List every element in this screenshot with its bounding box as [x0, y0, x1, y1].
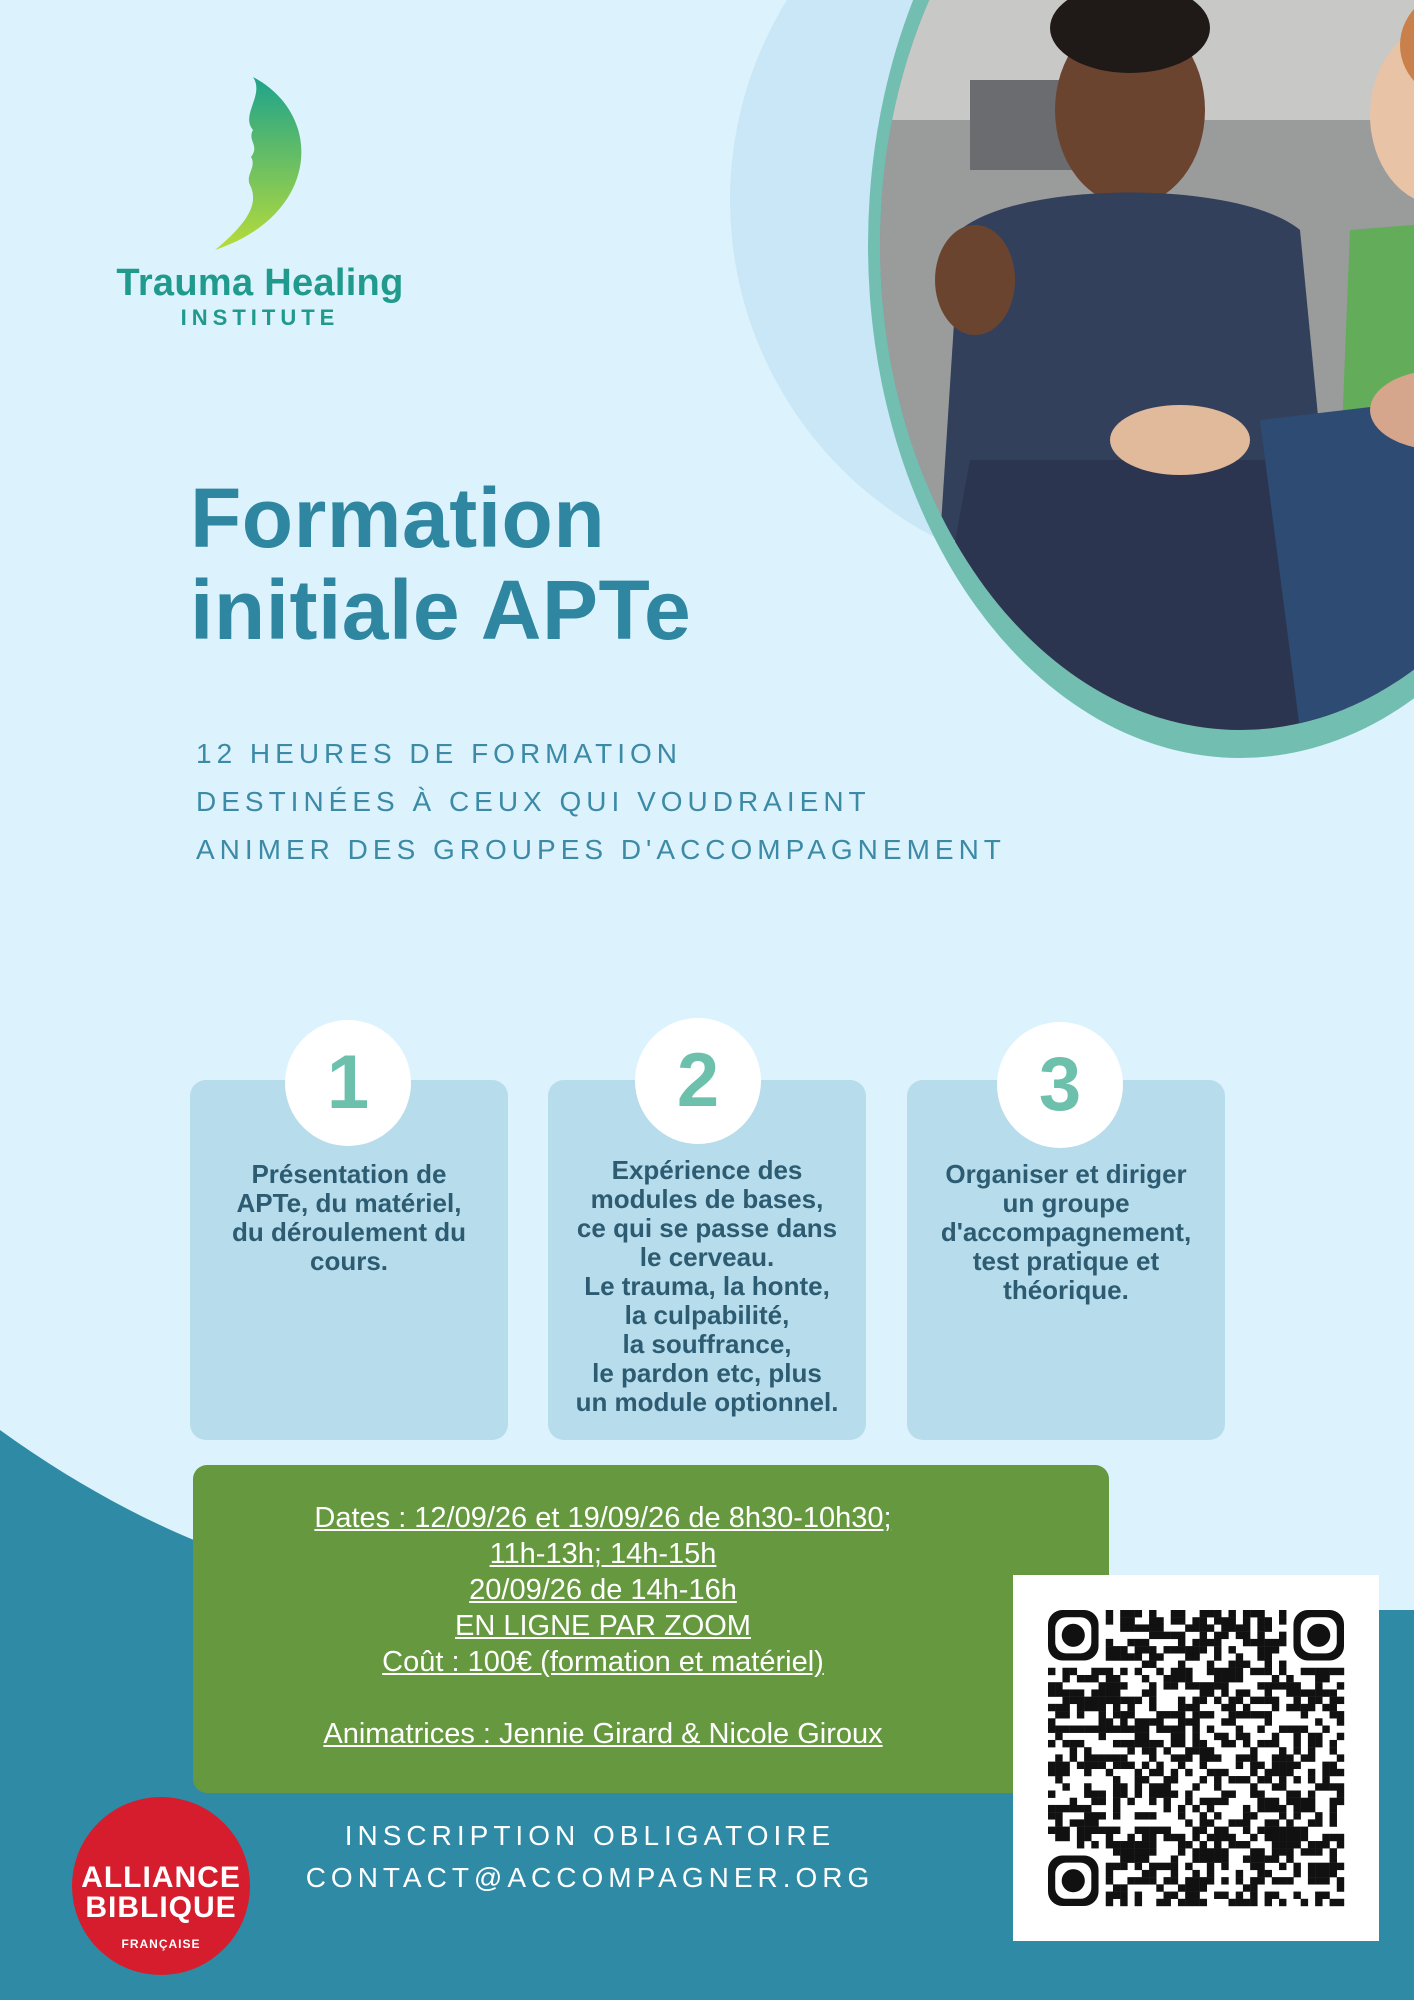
step-2-line: ce qui se passe dans	[576, 1213, 838, 1243]
subtitle-line-1: 12 HEURES DE FORMATION	[196, 738, 682, 769]
qr-code-icon	[1013, 1575, 1379, 1941]
step-2-line: un module optionnel.	[575, 1387, 839, 1417]
step-3-line: d'accompagnement,	[940, 1217, 1192, 1247]
subtitle-line-2: DESTINÉES À CEUX QUI VOUDRAIENT	[196, 786, 871, 817]
subtitle	[196, 730, 1006, 874]
partner-line-3: FRANÇAISE	[121, 1937, 201, 1951]
logo-title: Trauma Healing	[116, 262, 404, 304]
step-3-line: test pratique et	[972, 1246, 1160, 1276]
cost-line: Coût : 100€ (formation et matériel)	[382, 1646, 824, 1678]
dates-line: Dates : 12/09/26 et 19/09/26 de 8h30-10h30;	[314, 1502, 892, 1534]
times-line: 11h-13h; 14h-15h	[489, 1538, 717, 1570]
spacer	[193, 1680, 1013, 1716]
logo-subtitle: INSTITUTE	[180, 305, 340, 330]
info-text	[193, 1500, 1013, 1752]
step-card-2-text	[548, 1156, 866, 1417]
title-line-1: Formation	[190, 471, 606, 565]
step-2-line: Le trauma, la honte,	[584, 1271, 830, 1301]
step-1-line: cours.	[309, 1246, 389, 1276]
step-3-number: 3	[997, 1022, 1123, 1148]
online-line: EN LIGNE PAR ZOOM	[455, 1610, 751, 1642]
registration-required: INSCRIPTION OBLIGATOIRE	[344, 1820, 836, 1851]
step-2-number: 2	[635, 1018, 761, 1144]
step-2-line: Expérience des	[611, 1155, 803, 1185]
date-3-line: 20/09/26 de 14h-16h	[469, 1574, 737, 1606]
partner-line-2: BIBLIQUE	[85, 1891, 237, 1924]
step-2-line: la culpabilité,	[624, 1300, 790, 1330]
subtitle-line-3: ANIMER DES GROUPES D'ACCOMPAGNEMENT	[196, 834, 1006, 865]
alliance-biblique-logo	[72, 1797, 250, 1975]
step-card-1-text	[190, 1160, 508, 1276]
contact-email[interactable]: CONTACT@ACCOMPAGNER.ORG	[305, 1862, 875, 1893]
facilitators-line: Animatrices : Jennie Girard & Nicole Giroux	[323, 1718, 883, 1750]
step-2-line: la souffrance,	[622, 1329, 792, 1359]
step-card-3-text	[907, 1160, 1225, 1305]
title-line-2: initiale APTe	[190, 563, 692, 657]
step-1-line: du déroulement du	[232, 1217, 466, 1247]
step-1-line: Présentation de	[251, 1159, 447, 1189]
step-2-line: le pardon etc, plus	[592, 1358, 822, 1388]
step-3-line: théorique.	[1003, 1275, 1129, 1305]
step-3-line: un groupe	[1002, 1188, 1130, 1218]
step-3-line: Organiser et diriger	[945, 1159, 1187, 1189]
step-1-line: APTe, du matériel,	[236, 1188, 462, 1218]
partner-line-1: ALLIANCE	[81, 1861, 241, 1894]
step-2-line: le cerveau.	[639, 1242, 775, 1272]
step-1-number: 1	[285, 1020, 411, 1146]
step-2-line: modules de bases,	[590, 1184, 824, 1214]
page-title	[190, 472, 691, 656]
trauma-healing-leaf-icon	[205, 75, 315, 255]
qr-code[interactable]	[1013, 1575, 1379, 1941]
